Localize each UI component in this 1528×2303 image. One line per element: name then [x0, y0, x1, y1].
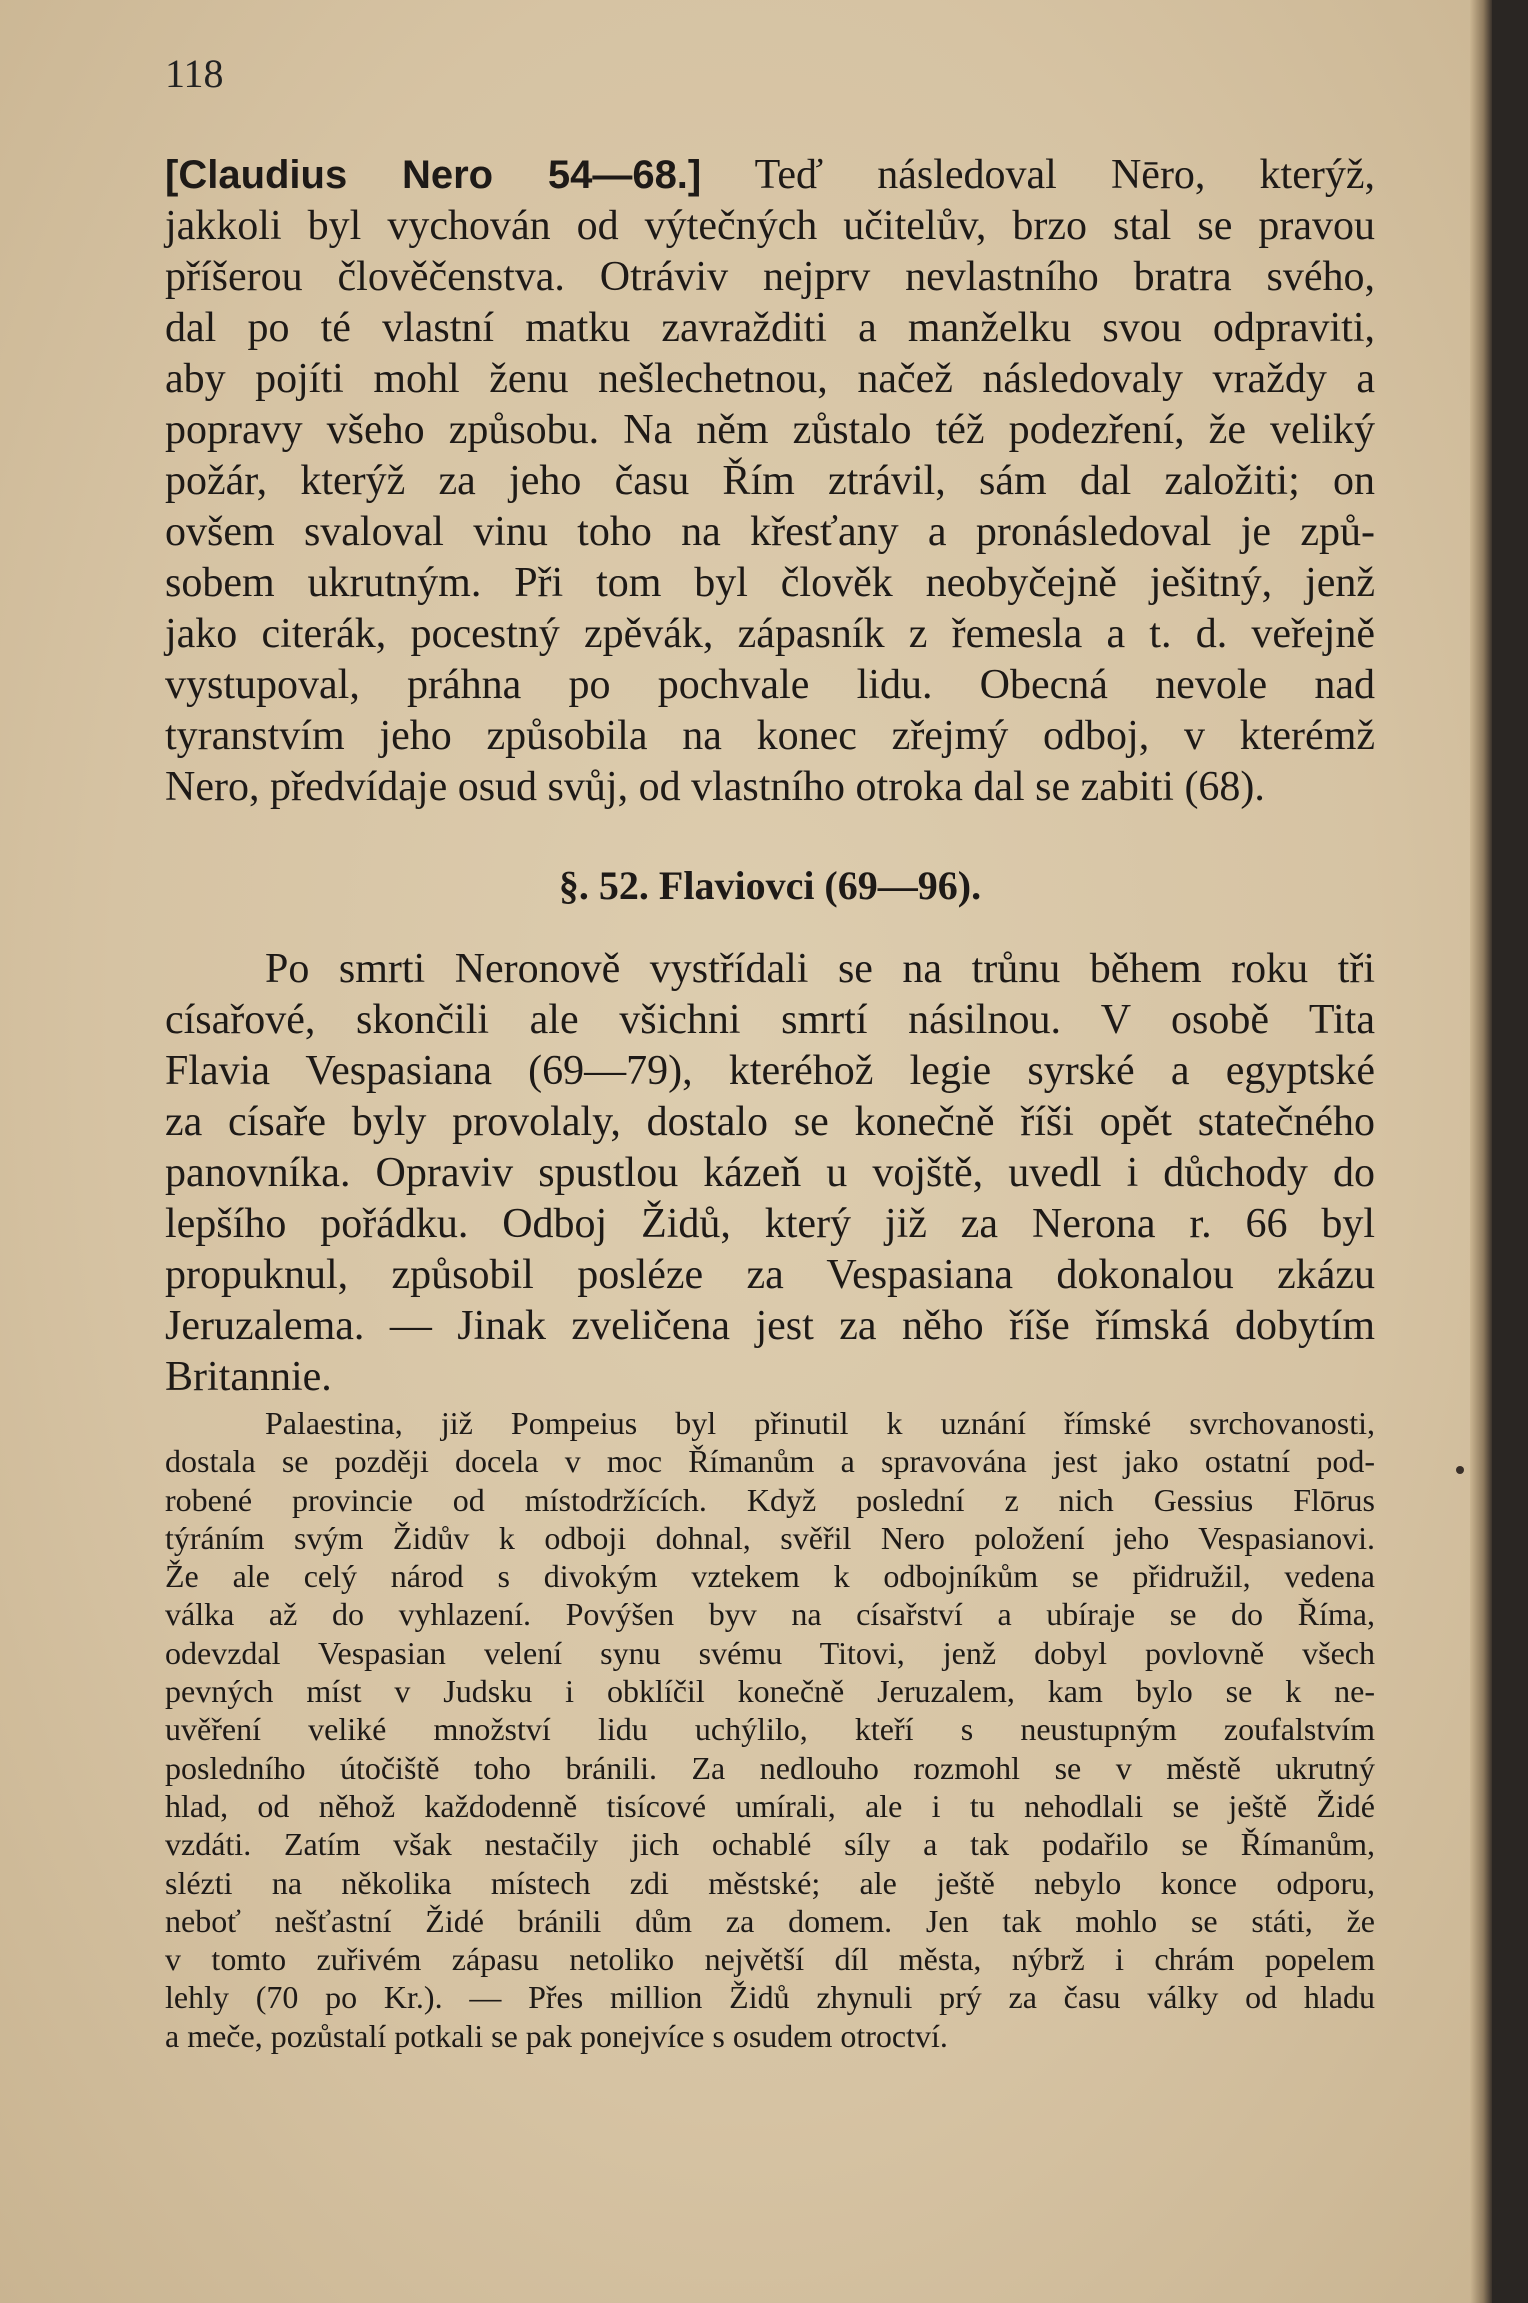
page-number: 118 [165, 51, 224, 96]
text-line: robené provincie od místodržících. Když poslední z nich Gessius Flōrus [165, 1481, 1375, 1518]
paragraph-note [165, 1404, 1375, 2055]
text-line: v tomto zuřivém zápasu netoliko největší díl města, nýbrž i chrám popelem [165, 1941, 1375, 1978]
text-line: Po smrti Neronově vystřídali se na trůnu během roku tři [265, 946, 1375, 992]
text-line: hlad, od něhož každodenně tisícové umírali, ale i tu nehodlali se ještě Židé [165, 1787, 1375, 1824]
page-edge [1470, 0, 1492, 2303]
text-line: posledního útočiště toho bránili. Za nedlouho rozmohl se v městě ukrutný [165, 1749, 1375, 1786]
text-line-rest: Teď následoval Nēro, kterýž, [701, 152, 1375, 198]
text-line: Britannie. [165, 1354, 332, 1400]
text-line: vystupoval, práhna po pochvale lidu. Obecná nevole nad [165, 662, 1375, 708]
footnote-palaestina [165, 1404, 1375, 2055]
text-line: sobem ukrutným. Při tom byl člověk neobyčejně ješitný, jenž [165, 560, 1375, 606]
text-line: lehly (70 po Kr.). — Přes million Židů zhynuli prý za času války od hladu [165, 1979, 1375, 2016]
text-line: jako citerák, pocestný zpěvák, zápasník z řemesla a t. d. veřejně [165, 611, 1375, 657]
text-line: slézti na několika místech zdi městské; ale ještě nebylo konce odporu, [165, 1864, 1375, 1901]
text-line: aby pojíti mohl ženu nešlechetnou, načež následovaly vraždy a [165, 356, 1375, 402]
text-line: ovšem svaloval vinu toho na křesťany a pronásledoval je způ- [165, 509, 1375, 555]
ink-spot [1456, 1466, 1464, 1474]
text-line: tyranstvím jeho způsobila na konec zřejmý odboj, v kterémž [165, 713, 1375, 759]
section-heading: §. 52. Flaviovci (69—96). [558, 863, 982, 908]
text-line: odevzdal Vespasian velení synu svému Titovi, jenž dobyl povlovně všech [165, 1634, 1375, 1671]
section-nero [165, 150, 1375, 813]
section-flaviovci [165, 944, 1375, 1403]
text-line: pevných míst v Judsku i obklíčil konečně Jeruzalem, kam bylo se k ne- [165, 1673, 1375, 1710]
section-lead: [Claudius Nero 54—68.] [165, 153, 702, 197]
paragraph-nero [165, 150, 1375, 813]
text-line: dostala se později docela v moc Římanům a spravována jest jako ostatní pod- [165, 1443, 1375, 1480]
text-line: vzdáti. Zatím však nestačily jich ochablé síly a tak podařilo se Římanům, [165, 1826, 1375, 1863]
text-line: dal po té vlastní matku zavražditi a manželku svou odpraviti, [165, 305, 1375, 351]
text-line: Flavia Vespasiana (69—79), kteréhož legie syrské a egyptské [165, 1048, 1375, 1094]
paragraph-flaviovci [165, 944, 1375, 1403]
text-line: lepšího pořádku. Odboj Židů, který již za Nerona r. 66 byl [165, 1201, 1375, 1247]
text-line: válka až do vyhlazení. Povýšen byv na císařství a ubíraje se do Říma, [165, 1596, 1375, 1633]
text-line: popravy všeho způsobu. Na něm zůstalo též podezření, že veliký [165, 407, 1375, 453]
text-line: propuknul, způsobil posléze za Vespasiana dokonalou zkázu [165, 1252, 1375, 1298]
text-line: týráním svým Židův k odboji dohnal, svěřil Nero položení jeho Vespasianovi. [165, 1519, 1375, 1556]
text-line: Jeruzalema. — Jinak zveličena jest za něho říše římská dobytím [165, 1303, 1375, 1349]
text-line [165, 150, 1375, 201]
text-line: a meče, pozůstalí potkali se pak ponejvíce s osudem otroctví. [165, 2017, 948, 2054]
text-line: jakkoli byl vychován od výtečných učitelův, brzo stal se pravou [165, 203, 1375, 249]
text-line: císařové, skončili ale všichni smrtí násilnou. V osobě Tita [165, 997, 1375, 1043]
text-line: Nero, předvídaje osud svůj, od vlastního otroka dal se zabiti (68). [165, 764, 1265, 810]
text-line: za císaře byly provolaly, dostalo se konečně říši opět statečného [165, 1099, 1375, 1145]
text-line: Palaestina, již Pompeius byl přinutil k uznání římské svrchovanosti, [265, 1405, 1375, 1441]
text-line: příšerou člověčenstva. Otráviv nejprv nevlastního bratra svého, [165, 254, 1375, 300]
text-line: Že ale celý národ s divokým vztekem k odbojníkům se přidružil, vedena [165, 1558, 1375, 1595]
text-line: uvěření veliké množství lidu uchýlilo, kteří s neustupným zoufalstvím [165, 1711, 1375, 1748]
text-line: panovníka. Opraviv spustlou kázeň u vojště, uvedl i důchody do [165, 1150, 1375, 1196]
text-line: neboť nešťastní Židé bránili dům za domem. Jen tak mohlo se státi, že [165, 1902, 1375, 1939]
text-line: požár, kterýž za jeho času Řím ztrávil, sám dal založiti; on [165, 458, 1375, 504]
